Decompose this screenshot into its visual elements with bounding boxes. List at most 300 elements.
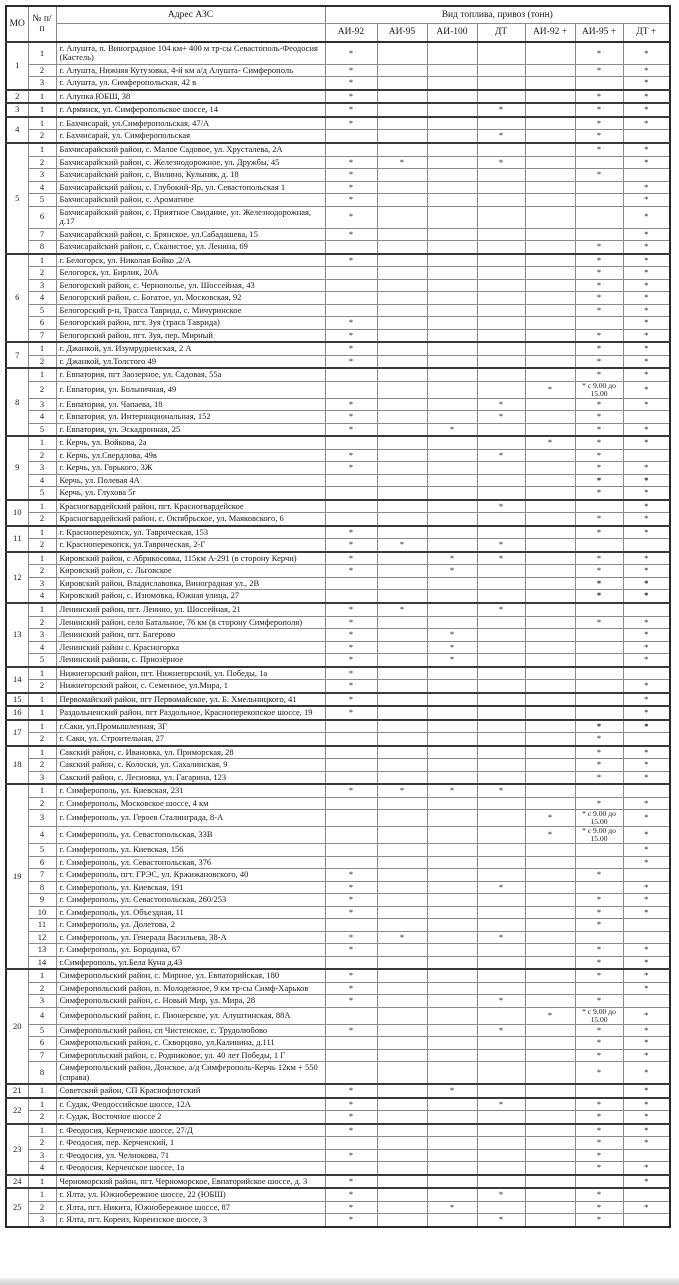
fuel-cell [377,1162,427,1175]
address-cell: г. Судак, Феодоссийское шоссе, 12А [56,1098,325,1111]
fuel-cell: * [477,552,525,565]
fuel-cell: * [623,1162,670,1175]
fuel-cell [427,42,477,65]
fuel-cell: * [325,1188,377,1201]
fuel-cell [525,919,575,932]
fuel-cell [525,844,575,857]
fuel-cell: * [575,411,623,424]
mo-cell: 16 [6,706,28,720]
row-number-cell: 3 [28,1214,56,1227]
fuel-cell [325,304,377,317]
fuel-cell [477,1049,525,1062]
fuel-cell [377,881,427,894]
fuel-cell: * [377,784,427,797]
row-number-cell: 2 [28,381,56,398]
row-number-cell: 1 [28,720,56,733]
address-cell: Раздольненский район, пгт Раздольное, Красноперекопское шоссе, 19 [56,706,325,720]
fuel-cell [325,381,377,398]
mo-cell: 3 [6,103,28,117]
address-cell: г. Симферополь, ул. Киевская, 191 [56,881,325,894]
fuel-cell [377,241,427,254]
fuel-cell: * [575,329,623,342]
fuel-cell: * [623,1111,670,1124]
fuel-cell [427,590,477,603]
fuel-cell [623,919,670,932]
mo-cell: 8 [6,368,28,436]
address-cell: Красногвардейский район, пгт. Красногвардейское [56,500,325,513]
fuel-cell [477,292,525,305]
row-number-cell: 1 [28,143,56,156]
fuel-cell: * [325,317,377,330]
fuel-cell [427,513,477,526]
fuel-cell [477,355,525,368]
table-row [6,577,670,590]
fuel-cell [427,1024,477,1037]
fuel-cell: * [325,449,377,462]
address-cell: Нижнегорский район, пгт. Нижнегорский, ул. Победы, 1а [56,667,325,680]
fuel-cell [427,279,477,292]
mo-cell: 25 [6,1188,28,1227]
fuel-cell [427,130,477,143]
row-number-cell: 2 [28,513,56,526]
table-row [6,881,670,894]
mo-cell: 22 [6,1098,28,1124]
fuel-cell [377,103,427,117]
fuel-cell: * [325,103,377,117]
address-cell: г.Симферополь, ул.Бела Куна д.43 [56,956,325,969]
fuel-cell [525,956,575,969]
row-number-cell: 1 [28,746,56,759]
fuel-cell: * [623,329,670,342]
fuel-cell: * [427,629,477,642]
table-row [6,156,670,169]
fuel-cell: * [325,117,377,130]
fuel-cell: * [623,103,670,117]
fuel-cell: * [325,398,377,411]
fuel-cell [427,329,477,342]
fuel-cell: * [623,1098,670,1111]
fuel-cell: * [525,810,575,827]
fuel-cell: * [477,603,525,616]
fuel-cell [377,969,427,982]
fuel-cell [525,77,575,90]
fuel-cell [623,539,670,552]
fuel-cell: * [623,181,670,194]
fuel-cell [525,784,575,797]
row-number-cell: 4 [28,1162,56,1175]
fuel-cell: * [575,103,623,117]
fuel-cell [477,680,525,693]
fuel-cell [525,423,575,436]
fuel-cell [525,1214,575,1227]
mo-cell: 21 [6,1084,28,1098]
fuel-cell [427,969,477,982]
fuel-cell [325,1137,377,1150]
table-row [6,267,670,280]
fuel-cell: * [477,500,525,513]
fuel-cell: * [377,156,427,169]
table-header [6,6,670,42]
fuel-cell: * [575,474,623,487]
fuel-cell: * [575,906,623,919]
fuel-cell [525,1037,575,1050]
fuel-cell [477,77,525,90]
address-cell: г. Симферополь, ул. Генерала Васильева, 38-А [56,931,325,944]
fuel-cell [477,304,525,317]
fuel-cell [427,436,477,449]
fuel-cell [477,641,525,654]
fuel-cell [427,931,477,944]
fuel-cell [427,706,477,720]
table-row [6,565,670,578]
fuel-cell [427,1137,477,1150]
fuel-cell: * [623,844,670,857]
header-address: Адрес АЗС [56,6,325,24]
fuel-cell [427,539,477,552]
fuel-cell: * [575,304,623,317]
fuel-cell [427,342,477,355]
fuel-cell: * [623,513,670,526]
fuel-cell: * [623,577,670,590]
address-cell: Ленинский район, пгт. Багерово [56,629,325,642]
fuel-cell [377,844,427,857]
address-cell: г. Евпатория, ул. Чапаева, 18 [56,398,325,411]
fuel-cell: * [575,64,623,77]
fuel-cell [377,398,427,411]
address-cell: г. Симферополь, ул. Киевская, 156 [56,844,325,857]
address-cell: Нижнегорский район, с. Семенное, ул.Мира, 1 [56,680,325,693]
row-number-cell: 1 [28,342,56,355]
fuel-cell: * [325,969,377,982]
fuel-cell: * [325,693,377,707]
fuel-cell [623,169,670,182]
fuel-cell [575,931,623,944]
address-cell: Кировский район, Владиславовка, Виноградная ул., 2В [56,577,325,590]
address-cell: Первомайский район, пгт Первомайское, ул. Б. Хмельницкого, 41 [56,693,325,707]
fuel-cell [427,398,477,411]
fuel-cell: * [575,42,623,65]
fuel-cell [477,1137,525,1150]
fuel-cell [377,641,427,654]
fuel-cell [525,526,575,539]
address-cell: г. Алушта, Нижняя Кутузовка, 4-й км а/д Алушта- Симферополь [56,64,325,77]
address-cell: г. Евпатория, ул. Больничная, 49 [56,381,325,398]
table-row [6,228,670,241]
fuel-cell: * [623,1201,670,1214]
row-number-cell: 3 [28,1149,56,1162]
row-number-cell: 1 [28,500,56,513]
fuel-cell [377,42,427,65]
fuel-cell [377,500,427,513]
address-cell: г. Симферополь, пгт. ГРЭС, ул. Кржижановского, 40 [56,869,325,882]
fuel-cell [427,733,477,746]
mo-cell: 1 [6,42,28,90]
address-cell: Кировский район, с Абрикосовка, 115км А-291 (в сторону Керчи) [56,552,325,565]
fuel-cell: * [575,1162,623,1175]
fuel-cell: * [575,423,623,436]
table-row [6,1214,670,1227]
header-fuel-dt: ДТ [477,24,525,42]
fuel-cell [377,329,427,342]
fuel-cell [575,77,623,90]
fuel-cell [427,194,477,207]
address-cell: Белогорский район, с. Чернополье, ул. Шоссейная, 43 [56,279,325,292]
fuel-cell [325,856,377,869]
row-number-cell: 3 [28,462,56,475]
fuel-cell [575,539,623,552]
row-number-cell: 4 [28,292,56,305]
fuel-cell [525,143,575,156]
fuel-cell: * [325,641,377,654]
fuel-cell: * [575,1111,623,1124]
fuel-cell [427,693,477,707]
fuel-cell [427,616,477,629]
fuel-cell [477,1201,525,1214]
fuel-cell: * [325,1201,377,1214]
fuel-cell [377,194,427,207]
fuel-cell: * [623,944,670,957]
fuel-cell: * [325,654,377,667]
fuel-cell [325,956,377,969]
fuel-cell: * [575,969,623,982]
row-number-cell: 8 [28,881,56,894]
fuel-cell [575,982,623,995]
address-cell: г. Ялта, пгт. Никита, Южнобережное шоссе, 87 [56,1201,325,1214]
fuel-cell: * [575,1037,623,1050]
fuel-cell [525,398,575,411]
fuel-cell [575,317,623,330]
fuel-cell: * [325,881,377,894]
fuel-cell: * [427,641,477,654]
fuel-cell [427,1188,477,1201]
table-row [6,329,670,342]
fuel-cell [477,771,525,784]
address-cell: Сакский район, с. Колоски, ул. Сахалинская, 9 [56,759,325,772]
row-number-cell: 2 [28,797,56,810]
fuel-cell [427,944,477,957]
fuel-cell: * [575,436,623,449]
table-row [6,944,670,957]
address-cell: Бахчисарайский район, с. Приятное Свидание, ул. Железнодорожная, д.17 [56,206,325,228]
row-number-cell: 4 [28,411,56,424]
mo-cell: 23 [6,1124,28,1175]
fuel-cell: * [477,1098,525,1111]
fuel-cell [477,827,525,844]
fuel-cell [325,577,377,590]
fuel-cell [377,487,427,500]
address-cell: г. Керчь, ул. Горького, 3Ж [56,462,325,475]
table-row [6,42,670,65]
fuel-cell: * [427,654,477,667]
fuel-cell [377,411,427,424]
row-number-cell: 1 [28,1175,56,1189]
table-row [6,931,670,944]
table-row [6,1007,670,1024]
row-number-cell: 3 [28,629,56,642]
fuel-cell [377,355,427,368]
address-cell: г. Симферополь, Московское шоссе, 4 км [56,797,325,810]
fuel-cell [377,720,427,733]
fuel-cell: * [325,1214,377,1227]
fuel-cell [377,590,427,603]
row-number-cell: 2 [28,565,56,578]
header-fuel-dt-plus: ДТ + [623,24,670,42]
row-number-cell: 7 [28,228,56,241]
fuel-cell: * [575,1137,623,1150]
row-number-cell: 5 [28,844,56,857]
fuel-cell [325,759,377,772]
address-cell: г. Армянск, ул. Симферопольское шоссе, 14 [56,103,325,117]
table-row [6,616,670,629]
fuel-cell [525,1024,575,1037]
fuel-cell: * [477,130,525,143]
table-row [6,130,670,143]
address-cell: г. Евпатория, ул. Интернациональная, 152 [56,411,325,424]
fuel-cell: * [623,693,670,707]
fuel-cell [525,169,575,182]
fuel-cell [525,982,575,995]
table-row [6,77,670,90]
fuel-cell [427,797,477,810]
fuel-cell [575,667,623,680]
fuel-cell [575,629,623,642]
fuel-cell [325,267,377,280]
fuel-cell [325,1162,377,1175]
fuel-cell [477,810,525,827]
fuel-cell: * [623,487,670,500]
address-cell: г. Феодосия, Керченское шоссе, 27/Д [56,1124,325,1137]
fuel-cell [575,693,623,707]
fuel-cell [377,206,427,228]
fuel-cell: * [623,526,670,539]
table-row [6,117,670,130]
fuel-cell [427,995,477,1008]
header-fuel-ai95-plus: АИ-95 + [575,24,623,42]
row-number-cell: 1 [28,552,56,565]
fuel-cell: * [575,746,623,759]
fuel-cell [525,1049,575,1062]
row-number-cell: 2 [28,64,56,77]
fuel-cell: * [325,667,377,680]
fuel-cell [377,982,427,995]
fuel-cell [525,759,575,772]
fuel-cell [427,746,477,759]
fuel-cell: * [325,194,377,207]
fuel-cell [525,267,575,280]
address-cell: Симферопольский район, п. Молодежное, 9 км тр-сы Симф-Харьков [56,982,325,995]
fuel-cell [525,944,575,957]
fuel-cell [427,956,477,969]
fuel-cell [525,1111,575,1124]
fuel-cell: * [623,500,670,513]
fuel-cell: * [623,436,670,449]
fuel-cell: * [325,603,377,616]
fuel-cell [623,1214,670,1227]
fuel-cell [325,1007,377,1024]
fuel-cell: * [575,398,623,411]
fuel-cell [427,827,477,844]
fuel-cell [525,881,575,894]
address-cell: Бахчисарайский район, с. Малое Садовое, ул. Хрусталева, 2А [56,143,325,156]
fuel-cell [325,500,377,513]
fuel-cell [427,894,477,907]
fuel-cell [575,181,623,194]
fuel-cell [427,355,477,368]
fuel-cell [477,241,525,254]
fuel-cell: * [575,292,623,305]
table-row [6,279,670,292]
fuel-cell [623,130,670,143]
fuel-cell [377,956,427,969]
fuel-cell [377,1098,427,1111]
fuel-cell [377,169,427,182]
table-row [6,552,670,565]
fuel-cell [477,1162,525,1175]
fuel-cell [525,103,575,117]
fuel-cell [525,1062,575,1085]
fuel-cell: * [575,995,623,1008]
fuel-cell: * [575,771,623,784]
fuel-cell [325,590,377,603]
fuel-cell [477,90,525,104]
row-number-cell: 2 [28,1201,56,1214]
fuel-stations-table [5,5,671,1228]
fuel-cell [477,206,525,228]
row-number-cell: 6 [28,206,56,228]
address-cell: г. Ялта, пгт. Кореиз, Кореизское шоссе, 3 [56,1214,325,1227]
table-row [6,1175,670,1189]
fuel-cell [427,381,477,398]
fuel-cell [477,565,525,578]
fuel-cell: * [575,733,623,746]
address-cell: г. Евпатория, ул. Эскадронная, 25 [56,423,325,436]
fuel-cell [477,693,525,707]
fuel-cell [377,759,427,772]
fuel-cell [525,771,575,784]
fuel-cell [525,1188,575,1201]
fuel-cell [477,194,525,207]
row-number-cell: 3 [28,77,56,90]
fuel-cell [325,919,377,932]
fuel-cell [427,1124,477,1137]
fuel-cell [377,90,427,104]
fuel-cell [377,181,427,194]
fuel-cell [525,513,575,526]
fuel-cell: * [325,869,377,882]
fuel-cell [477,1062,525,1085]
fuel-cell [525,1098,575,1111]
fuel-cell [623,603,670,616]
fuel-cell: * [325,995,377,1008]
fuel-cell: * [325,181,377,194]
row-number-cell: 5 [28,304,56,317]
address-cell: Керчь, ул. Глухова 5г [56,487,325,500]
fuel-cell [477,1149,525,1162]
fuel-cell [477,856,525,869]
fuel-cell: * [623,77,670,90]
fuel-cell: * [623,906,670,919]
fuel-cell [525,577,575,590]
fuel-cell [377,462,427,475]
fuel-cell [525,206,575,228]
fuel-cell: * [623,279,670,292]
fuel-cell: * [575,1024,623,1037]
fuel-cell: * [427,784,477,797]
fuel-cell [325,720,377,733]
fuel-cell: * [575,279,623,292]
fuel-cell [525,706,575,720]
fuel-cell: * [325,629,377,642]
